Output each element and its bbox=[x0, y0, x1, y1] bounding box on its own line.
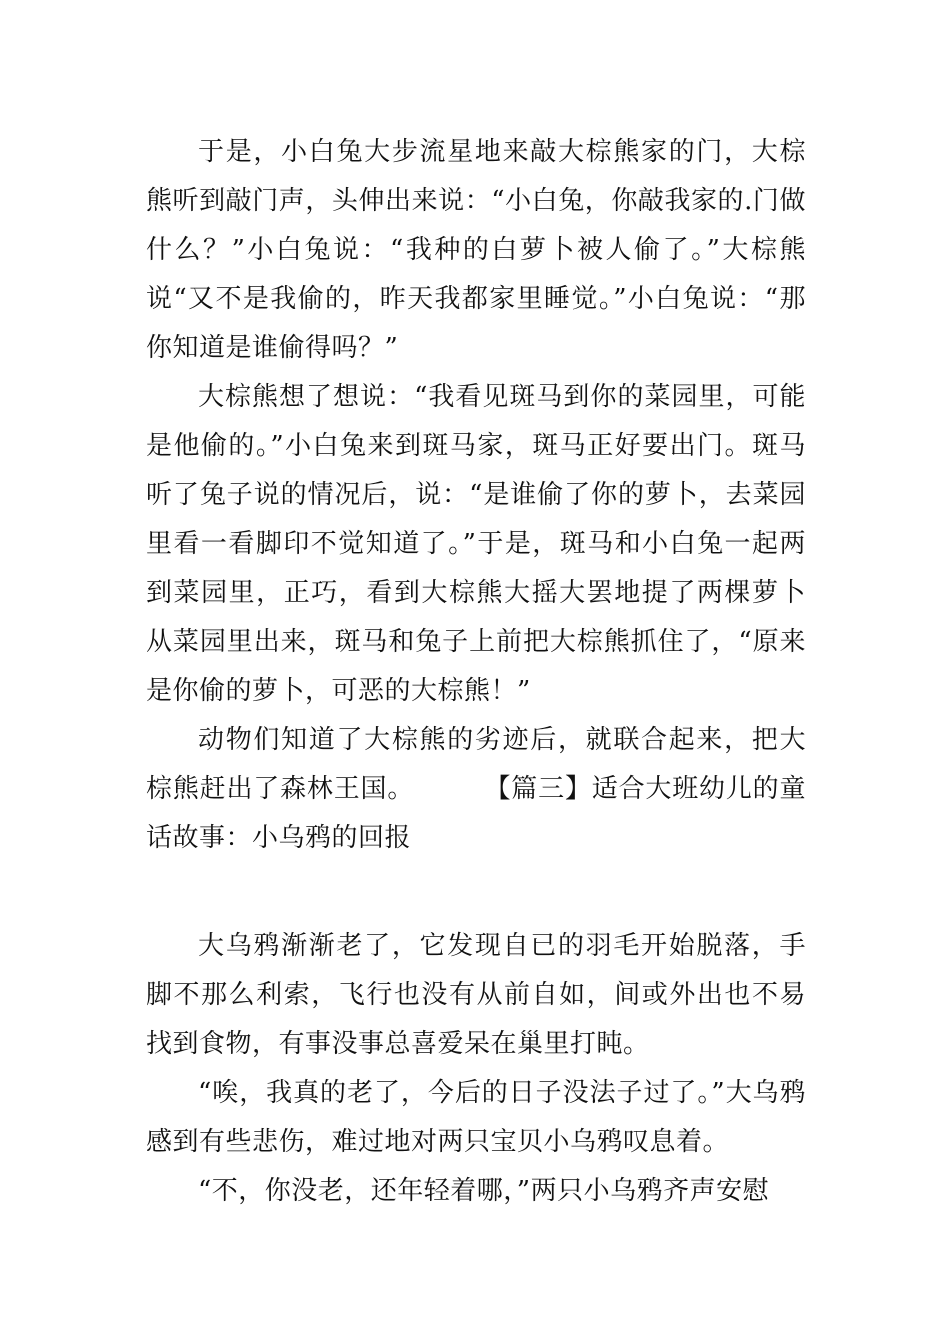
paragraph-3-text: 动物们知道了大棕熊的劣迹后，就联合起来，把大棕熊赶出了森林王国。 bbox=[146, 725, 806, 804]
paragraph-3 bbox=[146, 716, 806, 863]
paragraph-1: 于是，小白兔大步流星地来敲大棕熊家的门，大棕熊听到敲门声，头伸出来说：“小白兔，你敲我家的.门做什么？”小白兔说：“我种的白萝卜被人偷了。”大棕熊说“又不是我偷的，昨天我都家里睡觉。”小白兔说：“那你知道是谁偷得吗？” bbox=[146, 137, 806, 363]
section-title: 【篇三】适合大班幼儿的童话故事：小乌鸦的回报 bbox=[146, 774, 806, 853]
text-block-top bbox=[146, 128, 806, 863]
paragraph-5: “唉，我真的老了，今后的日子没法子过了。”大乌鸦感到有些悲伤，难过地对两只宝贝小乌鸦叹息着。 bbox=[146, 1078, 806, 1157]
paragraph-4: 大乌鸦渐渐老了，它发现自已的羽毛开始脱落，手脚不那么利索，飞行也没有从前自如，间或外出也不易找到食物，有事没事总喜爱呆在巢里打盹。 bbox=[146, 931, 806, 1059]
text-block-bottom bbox=[146, 922, 806, 1216]
paragraph-6: “不，你没老，还年轻着哪，”两只小乌鸦齐声安慰 bbox=[198, 1176, 770, 1206]
paragraph-2: 大棕熊想了想说：“我看见斑马到你的菜园里，可能是他偷的。”小白兔来到斑马家，斑马正好要出门。斑马听了兔子说的情况后，说：“是谁偷了你的萝卜，去菜园里看一看脚印不觉知道了。”于是，斑马和小白兔一起两到菜园里，正巧，看到大棕熊大摇大罢地提了两棵萝卜从菜园里出来，斑马和兔子上前把大棕熊抓住了，“原来是你偷的萝卜，可恶的大棕熊！” bbox=[146, 382, 806, 706]
